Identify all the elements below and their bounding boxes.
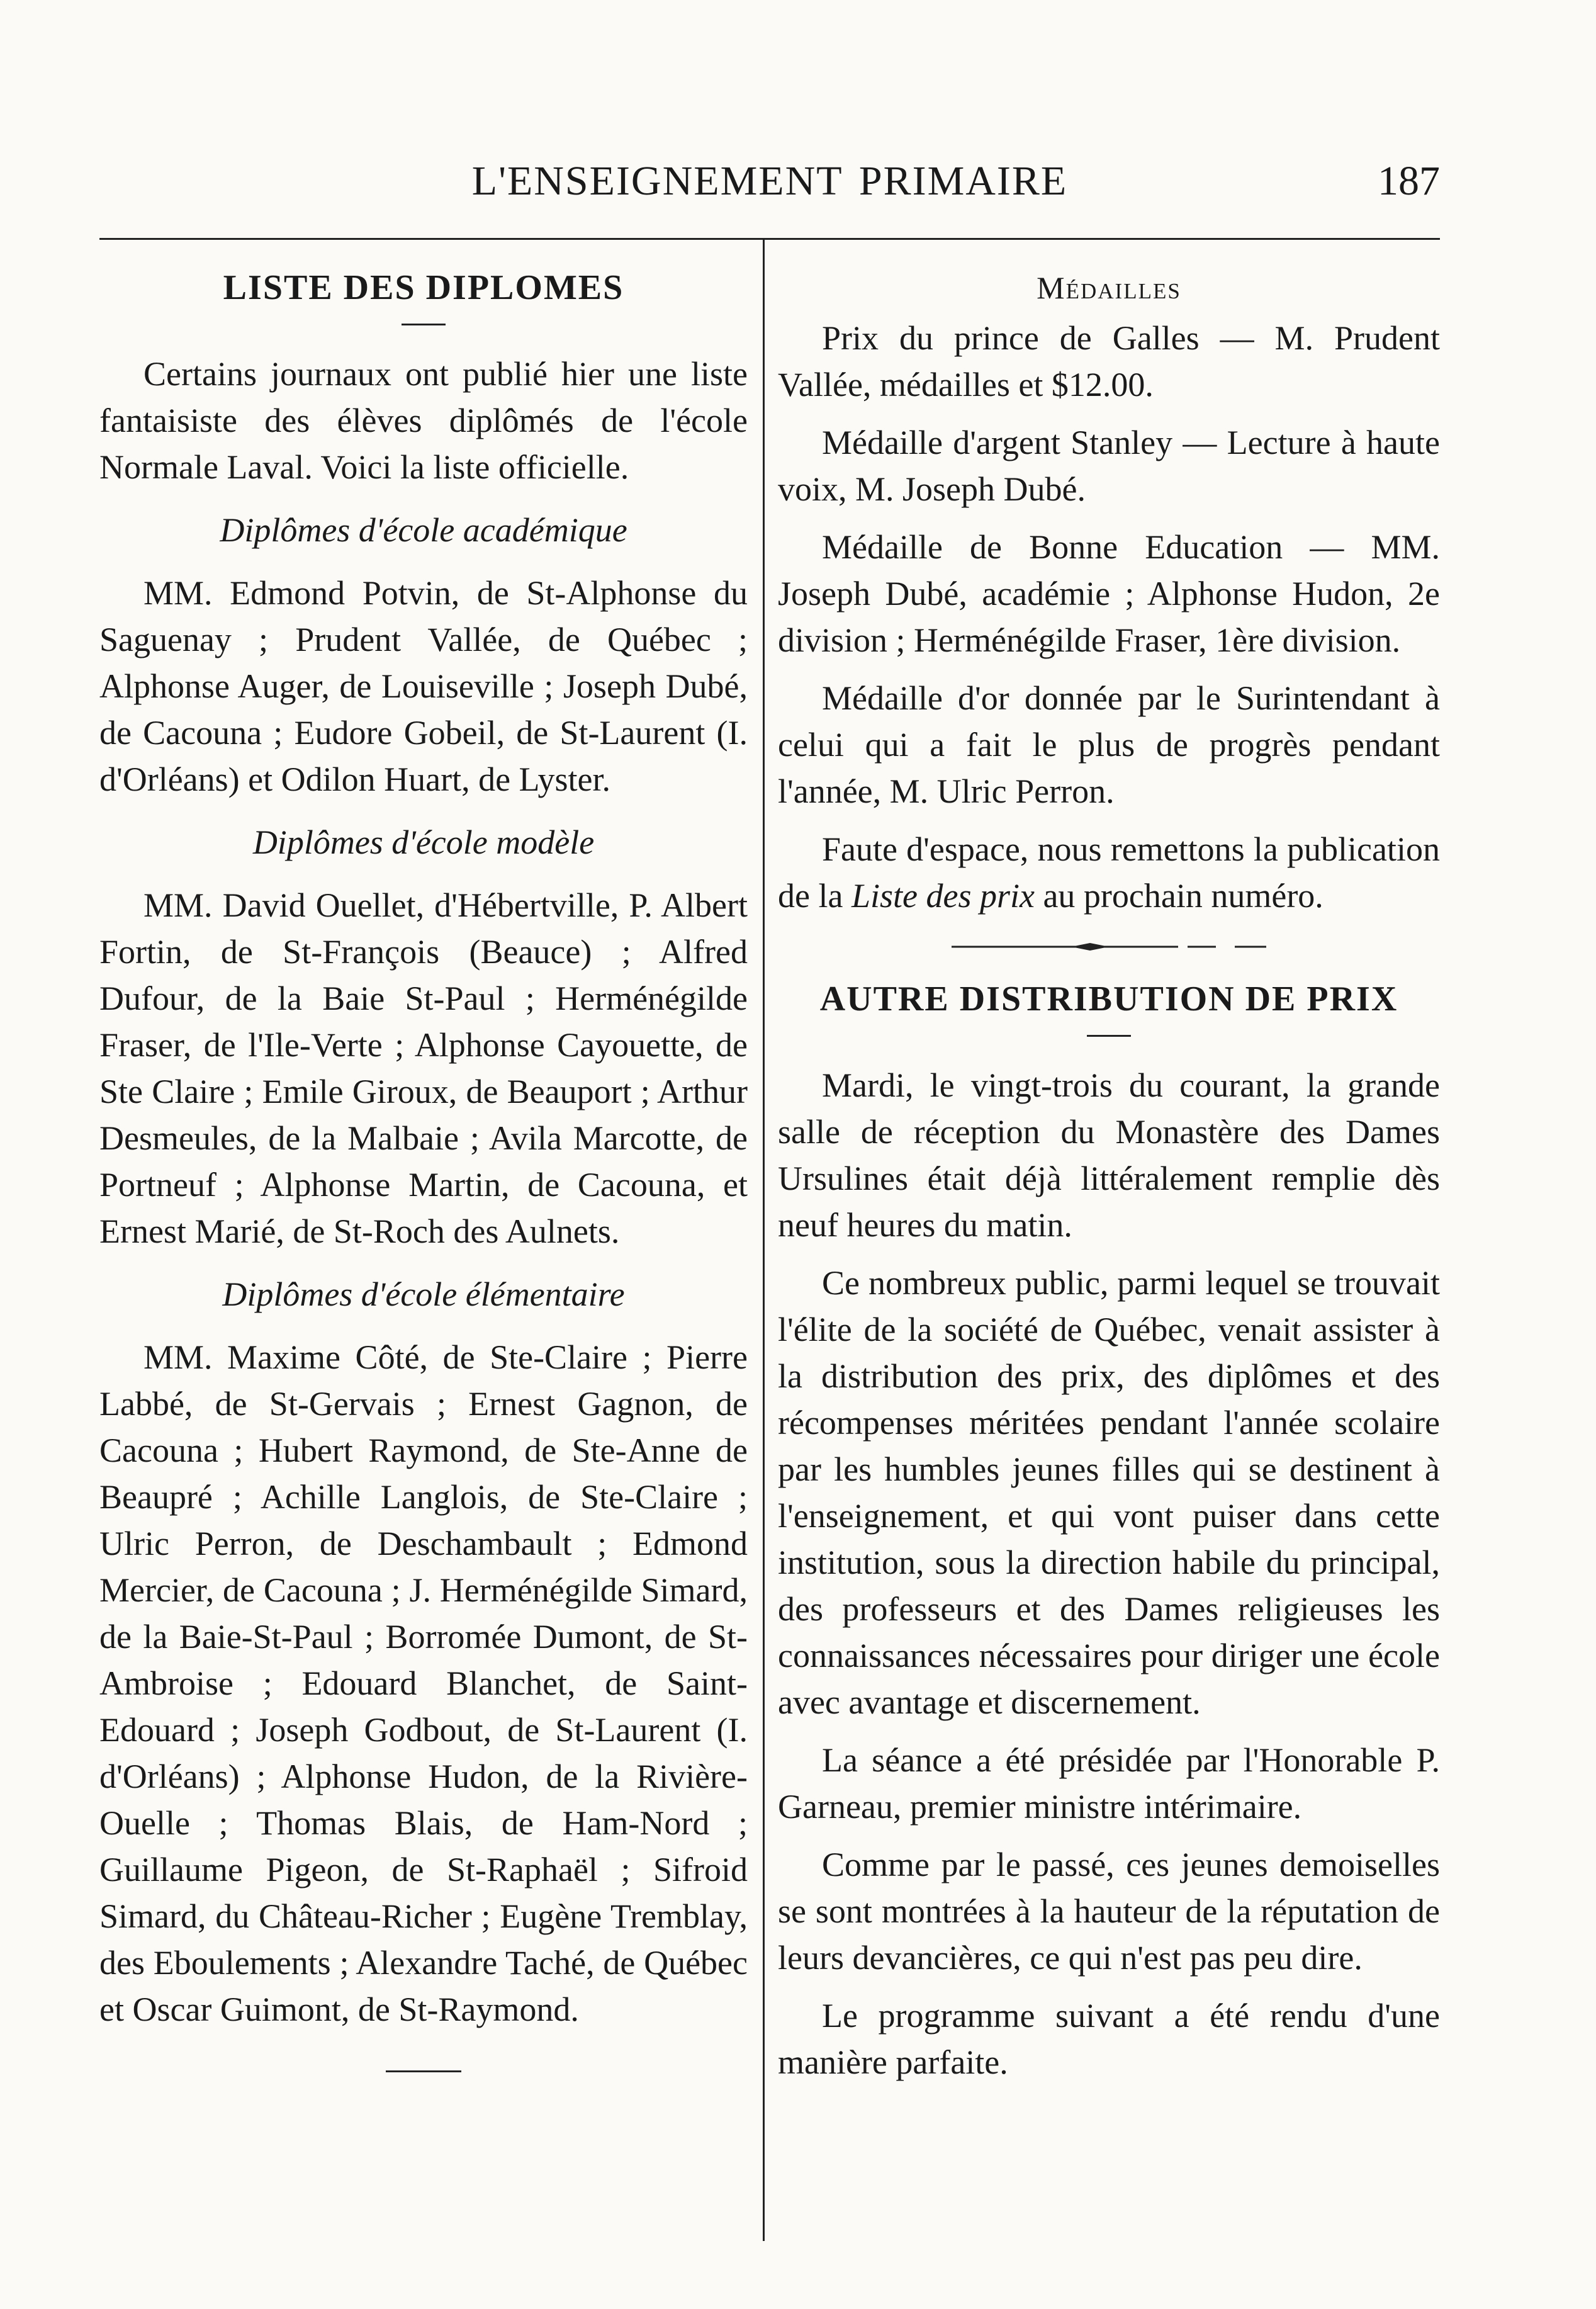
medaille-item: Médaille d'or donnée par le Surintendant à celui qui a fait le plus de progrès pendant l'année, M. Ulric Perron. [778, 679, 1440, 810]
liste-des-prix-italic: Liste des prix [851, 877, 1035, 915]
distribution-paragraph: La séance a été présidée par l'Honorable P. Garneau, premier ministre intérimaire. [778, 1741, 1440, 1826]
distribution-paragraph: Mardi, le vingt-trois du courant, la grande salle de réception du Monastère des Dames Ursulines était déjà littéralement remplie dès neuf heures du matin. [778, 1066, 1440, 1244]
distribution-paragraph: Ce nombreux public, parmi lequel se trouvait l'élite de la société de Québec, venait assister à la distribution des prix, des diplômes et des récompenses méritées pendant l'année scolaire par les humbles jeunes filles qui se destinent à l'enseignement, et qui vont puiser dans cette institution, sous la direction habile du principal, des professeurs et des Dames religieuses les connaissances nécessaires pour diriger une école avec avantage et discernement. [778, 1264, 1440, 1721]
subhead-modele: Diplômes d'école modèle [252, 823, 595, 861]
right-column [778, 264, 1440, 2097]
list-modele: MM. David Ouellet, d'Hébertville, P. Albert Fortin, de St-François (Beauce) ; Alfred Dufour, de la Baie St-Paul ; Herménégilde Fraser, de l'Ile-Verte ; Alphonse Cayouette, de Ste Claire ; Emile Giroux, de Beauport ; Arthur Desmeules, de la Malbaie ; Avila Marcotte, de Portneuf ; Alphonse Martin, de Cacouna, et Ernest Marié, de St-Roch des Aulnets. [99, 886, 748, 1250]
medailles-title: Médailles [1037, 270, 1181, 305]
page-number: 187 [1378, 158, 1440, 204]
title-dash [402, 324, 446, 325]
subhead-academique: Diplômes d'école académique [220, 511, 627, 549]
left-column [99, 264, 748, 2072]
intro-paragraph: Certains journaux ont publié hier une liste fantaisiste des élèves diplômés de l'école Normale Laval. Voici la liste officielle. [99, 355, 748, 486]
medaille-item: Médaille de Bonne Education — MM. Joseph Dubé, académie ; Alphonse Hudon, 2e division ; Herménégilde Fraser, 1ère division. [778, 528, 1440, 659]
distribution-dash [1087, 1035, 1131, 1037]
faute-paragraph [778, 826, 1440, 919]
running-title: L'ENSEIGNEMENT PRIMAIRE [471, 158, 1068, 204]
header-rule [99, 238, 1440, 240]
page-header [99, 157, 1440, 214]
medaille-item: Prix du prince de Galles — M. Prudent Vallée, médailles et $12.00. [778, 319, 1440, 404]
faute-text-after: au prochain numéro. [1034, 877, 1323, 915]
distribution-paragraph: Comme par le passé, ces jeunes demoiselles se sont montrées à la hauteur de la réputation de leurs devancières, ce qui n'est pas peu dire. [778, 1846, 1440, 1977]
list-academique: MM. Edmond Potvin, de St-Alphonse du Saguenay ; Prudent Vallée, de Québec ; Alphonse Auger, de Louiseville ; Joseph Dubé, de Cacouna ; Eudore Gobeil, de St-Laurent (I. d'Orléans) et Odilon Huart, de Lyster. [99, 574, 748, 798]
ornament-divider [939, 940, 1279, 953]
end-dash [386, 2070, 461, 2072]
list-elementaire: MM. Maxime Côté, de Ste-Claire ; Pierre Labbé, de St-Gervais ; Ernest Gagnon, de Cacouna ; Hubert Raymond, de Ste-Anne de Beaupré ; Achille Langlois, de Ste-Claire ; Ulric Perron, de Deschambault ; Edmond Mercier, de Cacouna ; J. Herménégilde Simard, de la Baie-St-Paul ; Borromée Dumont, de St-Ambroise ; Edouard Blanchet, de Saint-Edouard ; Joseph Godbout, de St-Laurent (I. d'Orléans) ; Alphonse Hudon, de la Rivière-Ouelle ; Thomas Blais, de Ham-Nord ; Guillaume Pigeon, de St-Raphaël ; Sifroid Simard, du Château-Richer ; Eugène Tremblay, des Eboulements ; Alexandre Taché, de Québec et Oscar Guimont, de St-Raymond. [99, 1338, 748, 2028]
liste-title: LISTE DES DIPLOMES [223, 268, 624, 307]
faute-text-before: Faute d'espace, nous remettons la publication de la [778, 830, 1440, 915]
subhead-elementaire: Diplômes d'école élémentaire [222, 1275, 625, 1313]
distribution-paragraph: Le programme suivant a été rendu d'une manière parfaite. [778, 1997, 1440, 2081]
medaille-item: Médaille d'argent Stanley — Lecture à haute voix, M. Joseph Dubé. [778, 424, 1440, 508]
distribution-title: AUTRE DISTRIBUTION DE PRIX [819, 979, 1398, 1019]
column-divider [763, 239, 765, 2241]
